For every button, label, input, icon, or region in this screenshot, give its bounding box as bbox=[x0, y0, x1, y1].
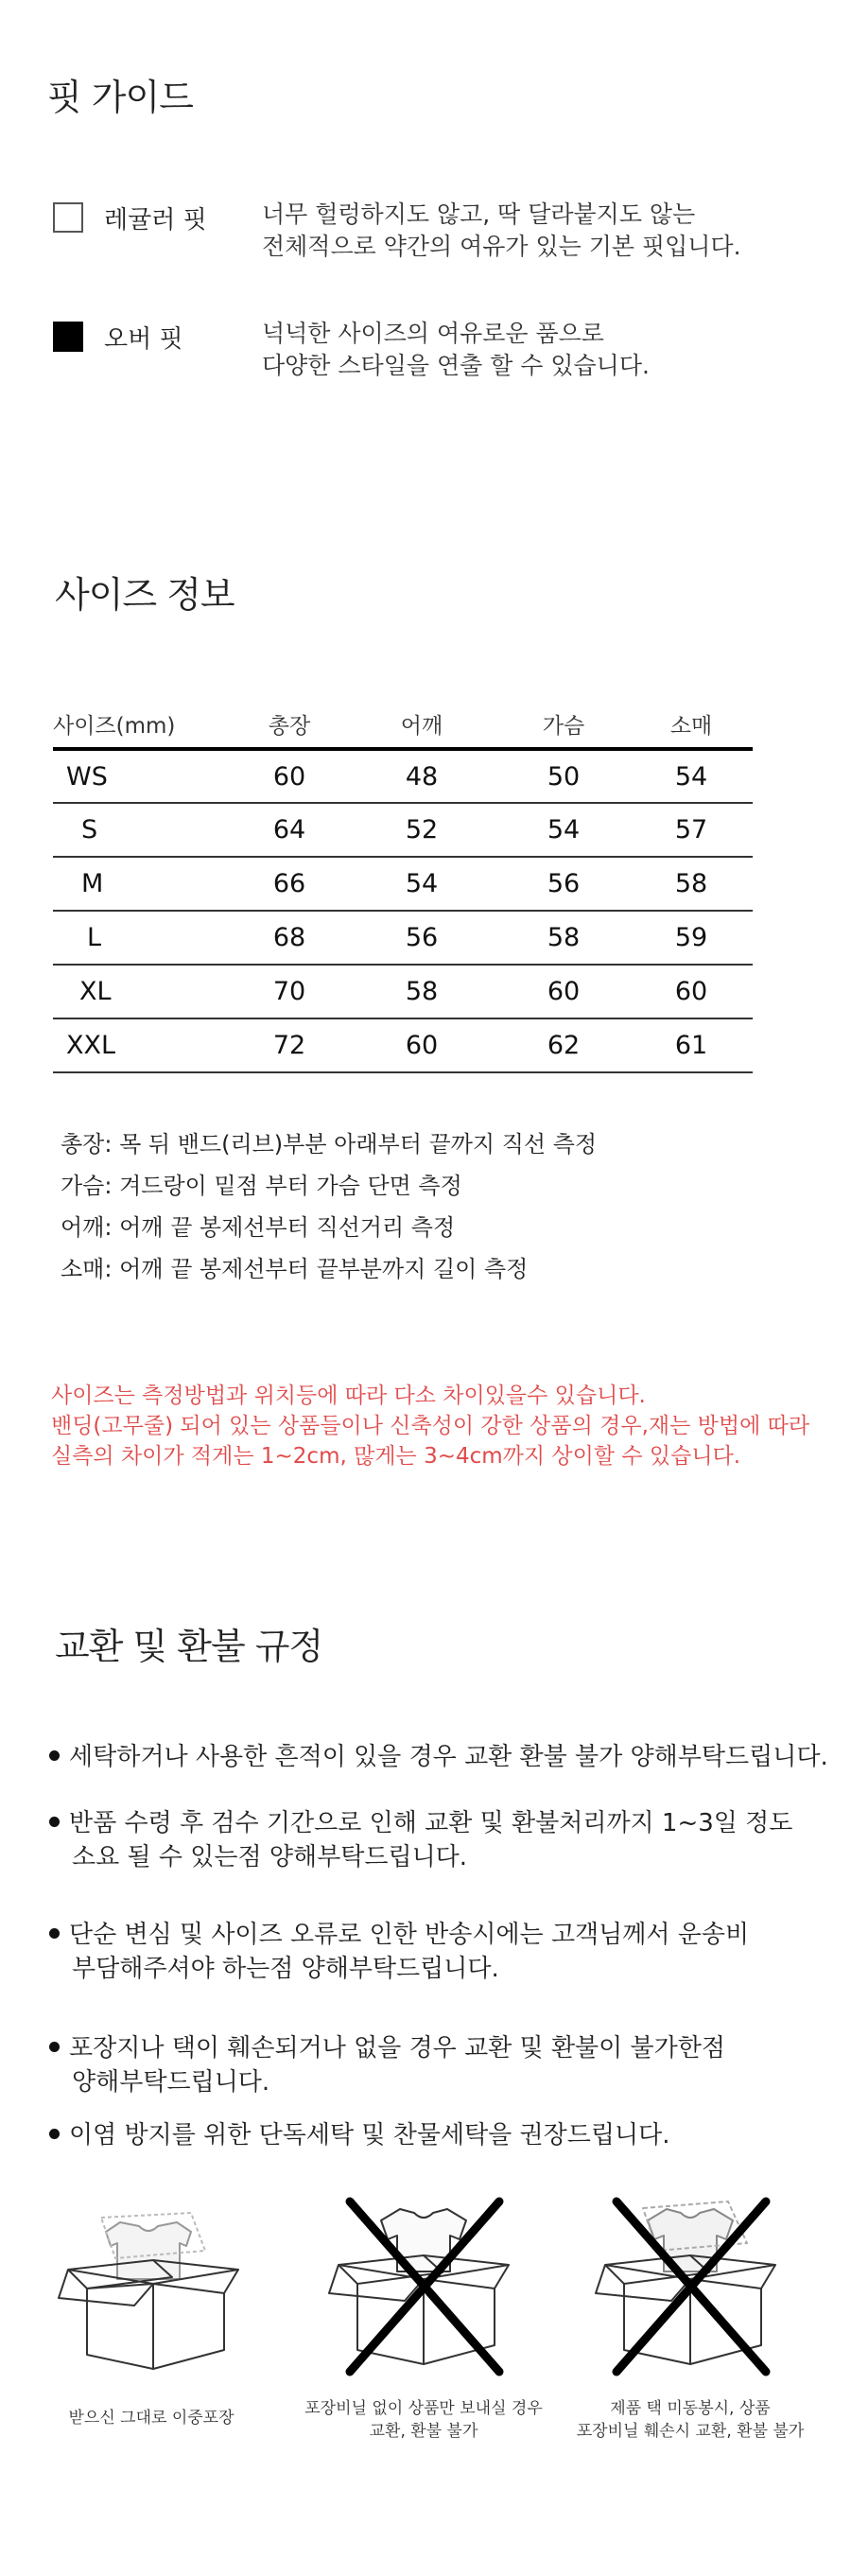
sleeve-cell: 60 bbox=[674, 977, 708, 1006]
fit-guide-title: 핏 가이드 bbox=[47, 77, 193, 118]
shoulder-cell: 54 bbox=[405, 869, 439, 898]
shoulder-cell: 58 bbox=[405, 977, 439, 1006]
packaging-caption bbox=[38, 2407, 265, 2429]
bullet-icon bbox=[49, 1750, 60, 1761]
policy-text: 단순 변심 및 사이즈 오류로 인한 반송시에는 고객님께서 운송비 bbox=[69, 1921, 750, 1949]
sleeve-cell: 61 bbox=[674, 1031, 708, 1060]
sleeve-cell: 59 bbox=[674, 923, 708, 952]
list-item bbox=[49, 1740, 828, 1774]
chest-cell: 58 bbox=[547, 923, 581, 952]
length-cell: 72 bbox=[272, 1031, 306, 1060]
chest-cell: 62 bbox=[547, 1031, 581, 1060]
table-row bbox=[53, 911, 753, 965]
note-line: 총장: 목 뒤 밴드(리브)부분 아래부터 끝까지 직선 측정 bbox=[61, 1131, 598, 1157]
policy-text-cont: 소요 될 수 있는점 양해부탁드립니다. bbox=[72, 1843, 468, 1871]
regular-fit-desc-line: 너무 헐렁하지도 않고, 딱 달라붙지도 않는 bbox=[262, 200, 696, 228]
note-line: 가슴: 겨드랑이 밑점 부터 가슴 단면 측정 bbox=[61, 1173, 462, 1199]
shoulder-cell: 48 bbox=[405, 761, 439, 792]
length-cell: 64 bbox=[272, 815, 306, 844]
crossed-box-damaged-bag-icon bbox=[586, 2184, 794, 2383]
bullet-icon bbox=[49, 1817, 60, 1827]
list-item bbox=[49, 2118, 670, 2152]
bullet-icon bbox=[49, 2129, 60, 2139]
header-chest: 가슴 bbox=[542, 713, 585, 739]
header-size: 사이즈(mm) bbox=[53, 713, 176, 739]
bullet-icon bbox=[49, 1928, 60, 1939]
size-cell: XL bbox=[79, 977, 112, 1006]
size-cell: WS bbox=[66, 761, 108, 792]
size-cell: S bbox=[81, 815, 98, 844]
sleeve-cell: 58 bbox=[674, 869, 708, 898]
over-fit-swatch-icon bbox=[53, 322, 83, 352]
size-info-title: 사이즈 정보 bbox=[55, 574, 234, 616]
caption-line: 포장비닐 없이 상품만 보내실 경우 bbox=[304, 2399, 543, 2418]
size-table bbox=[53, 700, 753, 1073]
regular-fit-label: 레귤러 핏 bbox=[104, 206, 207, 235]
list-item bbox=[49, 2031, 725, 2099]
size-table-header-row bbox=[53, 700, 753, 749]
list-item bbox=[49, 1806, 792, 1874]
size-warning bbox=[51, 1381, 809, 1471]
policy-text: 세탁하거나 사용한 흔적이 있을 경우 교환 환불 불가 양해부탁드립니다. bbox=[69, 1743, 828, 1771]
over-fit-description bbox=[262, 318, 650, 382]
size-cell: L bbox=[87, 923, 102, 952]
caption-line: 교환, 환불 불가 bbox=[369, 2422, 478, 2441]
shoulder-cell: 52 bbox=[405, 815, 439, 844]
chest-cell: 56 bbox=[547, 869, 581, 898]
packaging-caption bbox=[553, 2397, 827, 2443]
caption-line: 포장비닐 훼손시 교환, 환불 불가 bbox=[576, 2422, 805, 2441]
warning-line: 사이즈는 측정방법과 위치등에 따라 다소 차이있을수 있습니다. bbox=[51, 1384, 646, 1408]
shoulder-cell: 56 bbox=[405, 923, 439, 952]
length-cell: 66 bbox=[272, 869, 306, 898]
open-box-with-bagged-shirt-icon bbox=[49, 2194, 257, 2393]
note-line: 소매: 어깨 끝 봉제선부터 끝부분까지 길이 측정 bbox=[61, 1256, 529, 1282]
policy-text: 반품 수령 후 검수 기간으로 인해 교환 및 환불처리까지 1~3일 정도 bbox=[69, 1809, 793, 1837]
regular-fit-desc-line: 전체적으로 약간의 여유가 있는 기본 핏입니다. bbox=[262, 233, 741, 260]
bullet-icon bbox=[49, 2042, 60, 2052]
over-fit-desc-line: 다양한 스타일을 연출 할 수 있습니다. bbox=[262, 352, 650, 379]
shoulder-cell: 60 bbox=[405, 1031, 439, 1060]
regular-fit-description bbox=[262, 199, 741, 263]
size-cell: M bbox=[81, 869, 104, 898]
measurement-notes bbox=[61, 1123, 597, 1290]
chest-cell: 50 bbox=[547, 761, 581, 792]
table-row bbox=[53, 803, 753, 857]
chest-cell: 54 bbox=[547, 815, 581, 844]
regular-fit-swatch-icon bbox=[53, 202, 83, 233]
policy-text: 포장지나 택이 훼손되거나 없을 경우 교환 및 환불이 불가한점 bbox=[69, 2034, 726, 2063]
header-length: 총장 bbox=[268, 713, 311, 739]
table-row bbox=[53, 857, 753, 911]
list-item bbox=[49, 1918, 749, 1986]
table-row bbox=[53, 965, 753, 1018]
over-fit-desc-line: 넉넉한 사이즈의 여유로운 품으로 bbox=[262, 320, 604, 347]
warning-line: 실측의 차이가 적게는 1~2cm, 많게는 3~4cm까지 상이할 수 있습니다. bbox=[51, 1444, 741, 1469]
header-shoulder: 어깨 bbox=[400, 713, 443, 739]
sleeve-cell: 54 bbox=[674, 761, 708, 792]
policy-text-cont: 양해부탁드립니다. bbox=[72, 2068, 270, 2097]
caption-line: 제품 택 미동봉시, 상품 bbox=[610, 2399, 771, 2418]
length-cell: 60 bbox=[272, 761, 306, 792]
policy-text: 이염 방지를 위한 단독세탁 및 찬물세탁을 권장드립니다. bbox=[69, 2121, 670, 2150]
crossed-box-unbagged-shirt-icon bbox=[320, 2184, 528, 2383]
sleeve-cell: 57 bbox=[674, 815, 708, 844]
length-cell: 68 bbox=[272, 923, 306, 952]
policy-title: 교환 및 환불 규정 bbox=[55, 1626, 323, 1667]
over-fit-label: 오버 핏 bbox=[104, 325, 183, 354]
policy-text-cont: 부담해주셔야 하는점 양해부탁드립니다. bbox=[72, 1955, 499, 1983]
packaging-caption bbox=[284, 2397, 564, 2443]
note-line: 어깨: 어깨 끝 봉제선부터 직선거리 측정 bbox=[61, 1214, 456, 1241]
chest-cell: 60 bbox=[547, 977, 581, 1006]
table-row bbox=[53, 1018, 753, 1072]
caption-line: 받으신 그대로 이중포장 bbox=[68, 2409, 234, 2428]
length-cell: 70 bbox=[272, 977, 306, 1006]
header-sleeve: 소매 bbox=[669, 713, 713, 739]
warning-line: 밴딩(고무줄) 되어 있는 상품들이나 신축성이 강한 상품의 경우,재는 방법에 따라 bbox=[51, 1414, 810, 1438]
size-cell: XXL bbox=[66, 1031, 116, 1060]
table-row bbox=[53, 749, 753, 803]
